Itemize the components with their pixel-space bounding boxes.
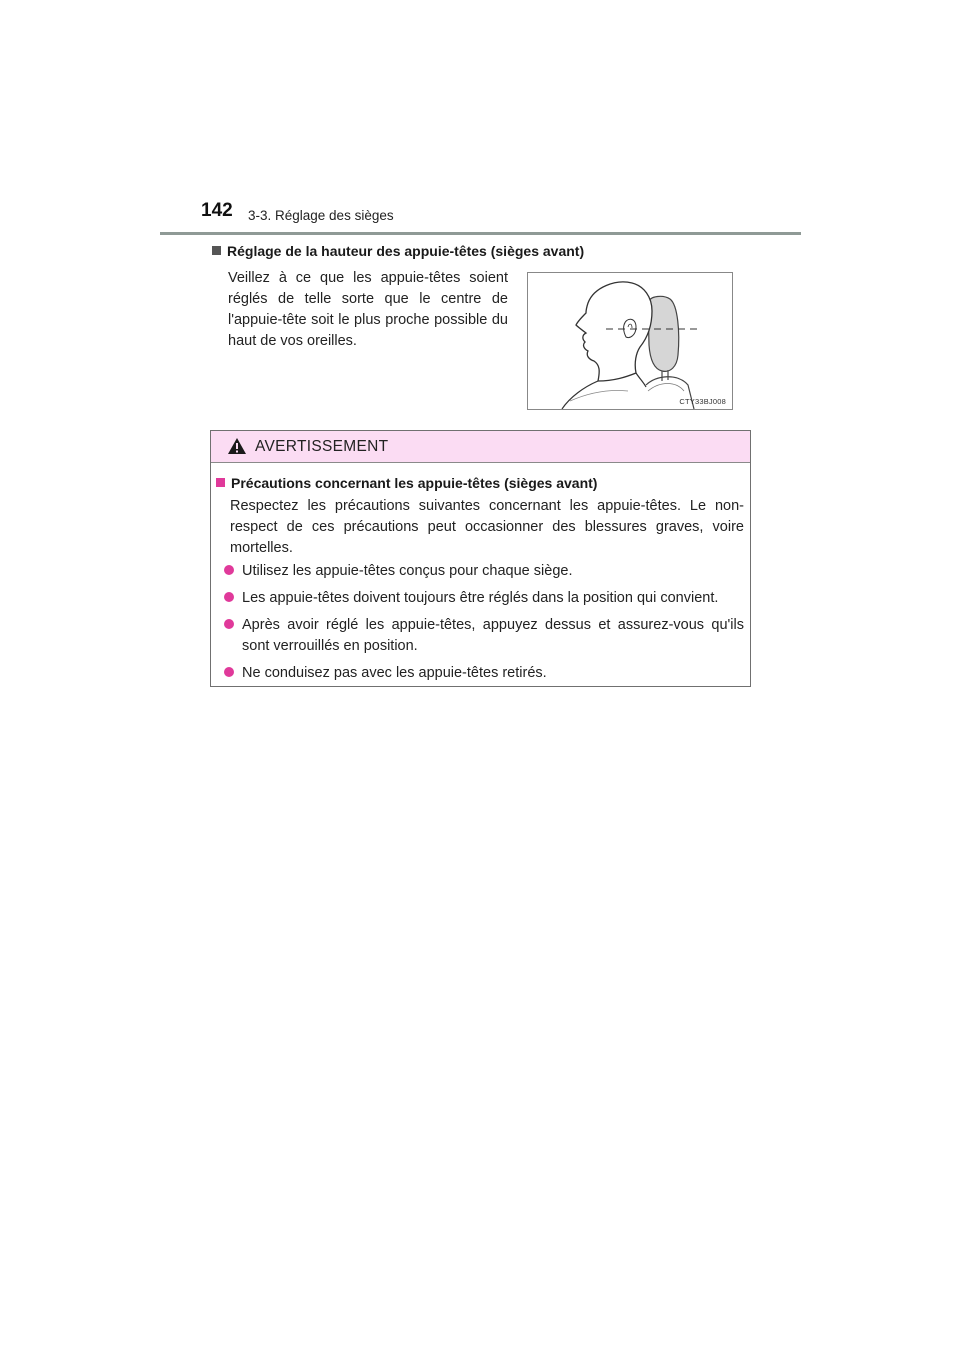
bullet-dot-icon xyxy=(224,592,234,602)
bullet-dot-icon xyxy=(224,565,234,575)
list-item xyxy=(224,663,744,684)
list-item-text: Les appuie-têtes doivent toujours être réglés dans la position qui convient. xyxy=(242,590,719,606)
intro-paragraph: Veillez à ce que les appuie-têtes soient réglés de telle sorte que le centre de l'appuie-tête soit le plus proche possible du haut de vos oreilles. xyxy=(228,270,508,349)
bullet-dot-icon xyxy=(224,667,234,677)
head-profile-icon xyxy=(528,273,732,409)
list-item-text: Utilisez les appuie-têtes conçus pour chaque siège. xyxy=(242,563,573,579)
bullet-dot-icon xyxy=(224,619,234,629)
list-item xyxy=(224,561,744,582)
square-bullet-icon xyxy=(212,246,221,255)
subheading xyxy=(212,243,584,259)
page-number: 142 xyxy=(201,200,233,221)
warning-subheading xyxy=(216,475,597,491)
list-item-text: Ne conduisez pas avec les appuie-têtes retirés. xyxy=(242,665,547,681)
section-title: 3-3. Réglage des sièges xyxy=(248,208,394,223)
square-bullet-icon xyxy=(216,478,225,487)
header-rule xyxy=(160,232,801,235)
warning-triangle-icon xyxy=(227,437,247,455)
warning-header xyxy=(211,431,750,463)
subheading-text: Réglage de la hauteur des appuie-têtes (sièges avant) xyxy=(227,243,585,259)
warning-paragraph: Respectez les précautions suivantes concernant les appuie-têtes. Le non-respect de ces précautions peut occasionner des blessures graves, voire mortelles. xyxy=(230,498,744,556)
warning-subheading-text: Précautions concernant les appuie-têtes (sièges avant) xyxy=(231,475,598,491)
headrest-illustration xyxy=(527,272,733,410)
list-item-text: Après avoir réglé les appuie-têtes, appuyez dessus et assurez-vous qu'ils sont verrouillés en position. xyxy=(242,617,744,654)
warning-title: AVERTISSEMENT xyxy=(255,438,389,455)
warning-box xyxy=(210,430,751,687)
figure-code: CTY33BJ008 xyxy=(679,397,726,406)
list-item xyxy=(224,588,744,609)
list-item xyxy=(224,615,744,657)
